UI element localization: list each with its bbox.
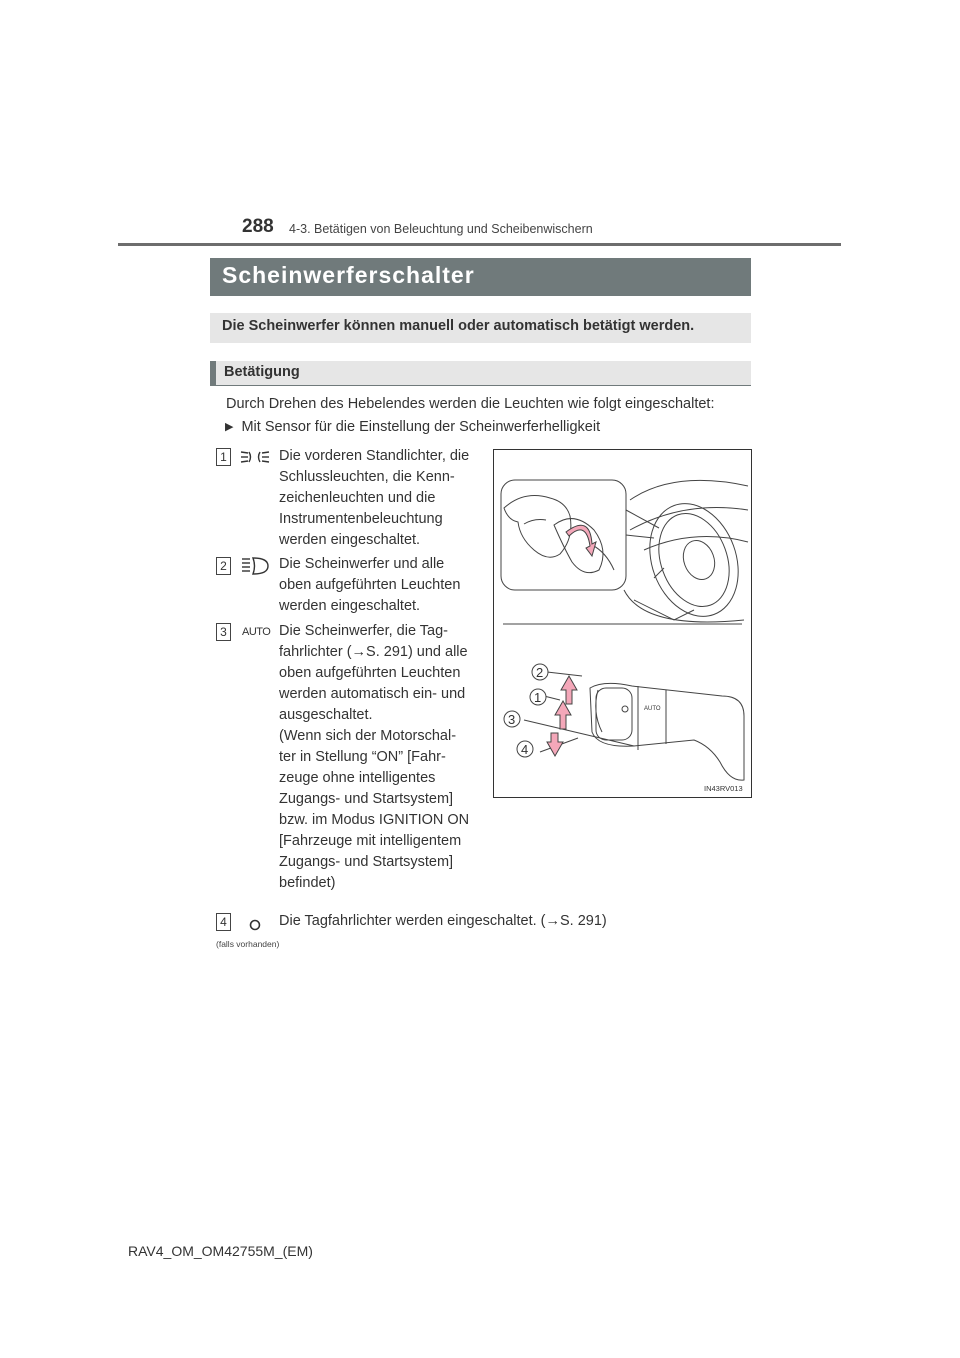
bullet-triangle-icon: ▶ [225, 421, 234, 433]
headlight-icon [240, 556, 270, 576]
item-3-description: Die Scheinwerfer, die Tag- fahrlichter (→S. 291) und alle oben aufgeführten Leuchten werden automatisch ein- und ausgeschaltet. (Wenn sich der Motorschal- ter in Stellung “ON” [Fahr- zeuge ohne intelligentes Zugangs- und Startsystem] bzw. im Modus IGNITION ON [Fahrzeuge mit intelligentem Zugangs- und Startsystem] befindet) [279, 623, 470, 891]
drl-off-icon [248, 918, 262, 932]
intro-box [210, 313, 751, 343]
section-title-bar [210, 258, 751, 296]
callout-4: 4 [521, 742, 529, 757]
callout-3: 3 [508, 712, 516, 727]
lead-paragraph: Durch Drehen des Hebelendes werden die Leuchten wie folgt eingeschaltet: [226, 396, 715, 412]
callout-2: 2 [536, 665, 544, 680]
header-divider [118, 243, 841, 246]
lever-illustration-drawing [494, 450, 751, 797]
subsection-heading [210, 361, 751, 385]
item-number-3: 3 [216, 623, 231, 641]
item-2-description: Die Scheinwerfer und alle oben aufgeführten Leuchten werden eingeschaltet. [279, 556, 461, 614]
bullet-text: Mit Sensor für die Einstellung der Scheinwerferhelligkeit [241, 419, 601, 435]
breadcrumb: 4-3. Betätigen von Beleuchtung und Scheibenwischern [289, 222, 593, 236]
heading-accent-bar [210, 361, 216, 385]
item-number-1: 1 [216, 448, 231, 466]
section-title: Scheinwerferschalter [222, 262, 475, 288]
auto-icon: AUTO [242, 626, 271, 638]
availability-note: (falls vorhanden) [216, 939, 280, 949]
intro-text: Die Scheinwerfer können manuell oder automatisch betätigt werden. [222, 318, 695, 334]
item-number-4: 4 [216, 913, 231, 931]
switch-label-auto: AUTO [644, 706, 661, 712]
item-number-2: 2 [216, 557, 231, 575]
item-1-description: Die vorderen Standlichter, die Schlussleuchten, die Kenn- zeichenleuchten und die Instrumentenbeleuchtung werden eingeschaltet. [279, 448, 470, 548]
item-4-description: Die Tagfahrlichter werden eingeschaltet. (→S. 291) [279, 913, 607, 929]
callout-1: 1 [534, 690, 542, 705]
page-number: 288 [242, 216, 274, 237]
heading-underline [210, 385, 751, 386]
parking-light-icon [240, 448, 270, 466]
lever-illustration [493, 449, 752, 798]
bullet-item [225, 417, 600, 438]
document-id: RAV4_OM_OM42755M_(EM) [128, 1243, 313, 1259]
subsection-title: Betätigung [224, 364, 300, 380]
figure-code: IN43RV013 [704, 784, 743, 793]
